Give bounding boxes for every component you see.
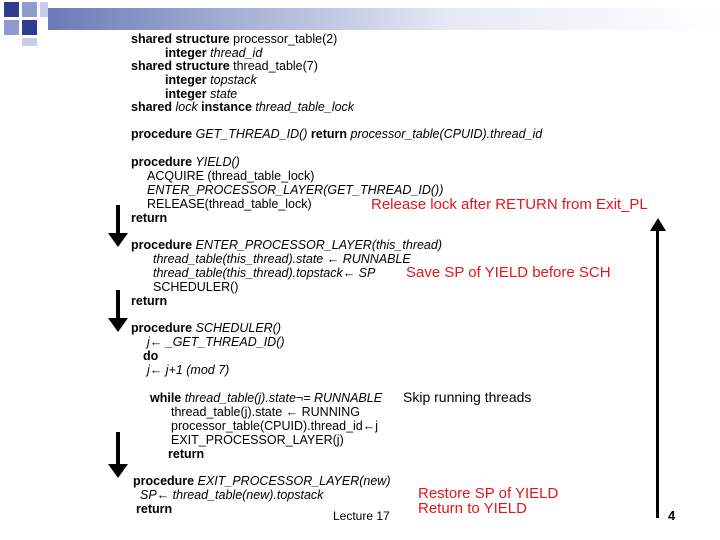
decor-square (22, 2, 37, 17)
code-line: SP← thread_table(new).topstack (140, 488, 324, 502)
code-line: while thread_table(j).state¬= RUNNABLE (150, 391, 383, 405)
up-arrow-icon (650, 218, 666, 518)
annotation-save-sp: Save SP of YIELD before SCH (406, 264, 611, 281)
header-gradient-bar (48, 8, 720, 30)
footer-label: Lecture 17 (333, 509, 390, 523)
code-line: shared structure processor_table(2) (131, 32, 338, 46)
code-line: j← j+1 (mod 7) (147, 363, 230, 377)
page-number: 4 (668, 508, 676, 523)
decor-square (22, 20, 37, 35)
code-line: return (131, 211, 168, 225)
code-line: integer thread_id (165, 46, 263, 60)
code-line: SCHEDULER() (153, 280, 239, 294)
code-line: procedure YIELD() (131, 155, 240, 169)
code-line: integer state (165, 87, 238, 101)
code-line: shared structure thread_table(7) (131, 59, 318, 73)
down-arrow-icon (108, 290, 128, 332)
code-line: thread_table(this_thread).topstack← SP (153, 266, 376, 280)
code-line: integer topstack (165, 73, 257, 87)
code-line: do (143, 349, 159, 363)
annotation-return-yield: Return to YIELD (418, 500, 527, 517)
down-arrow-icon (108, 205, 128, 247)
code-line: procedure SCHEDULER() (131, 321, 282, 335)
code-line: procedure EXIT_PROCESSOR_LAYER(new) (133, 474, 391, 488)
annotation-restore-sp: Restore SP of YIELD (418, 485, 559, 502)
code-line: return (136, 502, 173, 516)
code-line: thread_table(j).state ← RUNNING (171, 405, 360, 419)
code-line: j← _GET_THREAD_ID() (147, 335, 285, 349)
decor-square (4, 2, 19, 17)
code-line: thread_table(this_thread).state ← RUNNABLE (153, 252, 411, 266)
code-line: ACQUIRE (thread_table_lock) (147, 169, 315, 183)
code-line: EXIT_PROCESSOR_LAYER(j) (171, 433, 344, 447)
annotation-skip-running: Skip running threads (403, 389, 532, 405)
decor-square (4, 20, 19, 35)
code-line: shared lock instance thread_table_lock (131, 100, 355, 114)
code-line: processor_table(CPUID).thread_id←j (171, 419, 379, 433)
code-line: return (168, 447, 205, 461)
decor-square (22, 38, 37, 46)
code-line: procedure GET_THREAD_ID() return processor_table(CPUID).thread_id (131, 127, 543, 141)
decor-square (40, 2, 48, 17)
code-line: procedure ENTER_PROCESSOR_LAYER(this_thread) (131, 238, 442, 252)
code-line: RELEASE(thread_table_lock) (147, 197, 312, 211)
down-arrow-icon (108, 432, 128, 478)
code-line: return (131, 294, 168, 308)
code-line: ENTER_PROCESSOR_LAYER(GET_THREAD_ID()) (147, 183, 444, 197)
annotation-release-lock: Release lock after RETURN from Exit_PL (371, 196, 648, 213)
